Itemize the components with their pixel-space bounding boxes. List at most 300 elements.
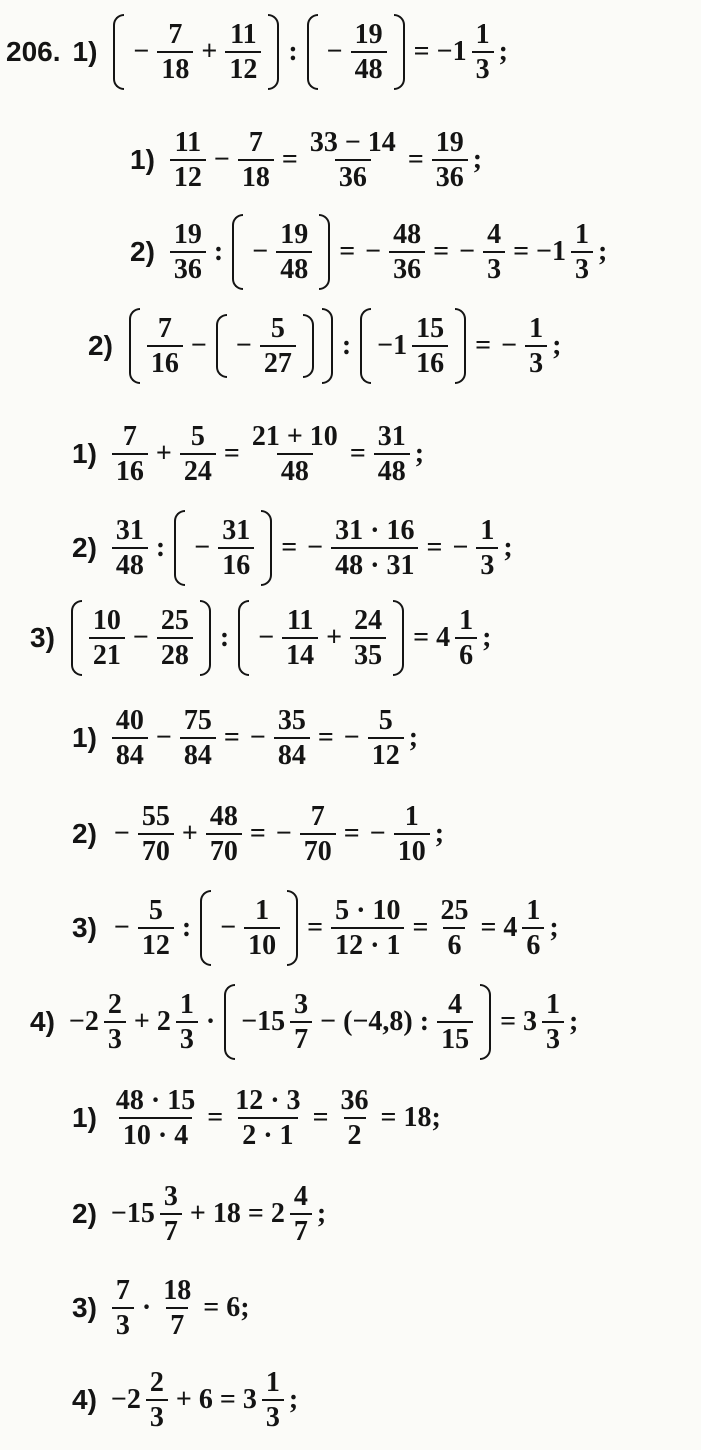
denominator: 3 [472, 51, 494, 84]
math-text: 6; [226, 1292, 250, 1324]
operator: = [349, 438, 366, 470]
denominator: 16 [112, 453, 148, 486]
math-text: −2 [110, 1384, 141, 1416]
step-label: 1) [72, 36, 98, 67]
denominator: 3 [476, 547, 498, 580]
step-label: 2) [72, 532, 97, 563]
operator: = [207, 1102, 224, 1134]
operator: · [205, 1006, 216, 1037]
operator: = [380, 1102, 397, 1134]
denominator: 12 [225, 51, 261, 84]
operator: = [219, 1384, 236, 1416]
fraction [350, 606, 386, 671]
numerator: 48 [209, 801, 238, 832]
denominator: 36 [432, 159, 468, 192]
denominator: 6 [443, 927, 465, 960]
step-label: 3) [72, 912, 97, 943]
numerator: 35 [277, 705, 306, 736]
math-text: 18; [403, 1102, 441, 1134]
fraction [300, 802, 336, 867]
numerator: 1 [459, 604, 474, 636]
operator: − [343, 722, 360, 754]
fraction [225, 20, 261, 85]
fraction [112, 1086, 199, 1151]
denominator: 16 [218, 547, 254, 580]
numerator: 25 [160, 604, 189, 636]
equation-line [30, 600, 493, 676]
operator: = [475, 330, 492, 361]
operator: − [459, 236, 476, 267]
operator: − [249, 722, 266, 754]
operator: = [426, 532, 443, 563]
equation-line [72, 706, 420, 771]
denominator: 36 [389, 251, 425, 284]
step-label: 3) [30, 622, 55, 653]
denominator: 70 [300, 833, 336, 866]
math-text: −1 [377, 330, 408, 361]
fraction [331, 896, 404, 961]
numerator: 19 [280, 218, 309, 250]
math-text: −1 [536, 236, 567, 267]
numerator: 7 [157, 312, 172, 344]
operator: − [194, 532, 211, 563]
math-text: −2 [68, 1006, 99, 1037]
right-paren [480, 984, 491, 1060]
denominator: 10 [244, 927, 280, 960]
fraction [274, 706, 310, 771]
left-paren [71, 600, 82, 676]
denominator: 70 [138, 833, 174, 866]
operator: = [281, 532, 298, 563]
fraction [218, 516, 254, 581]
exercise-number: 206. [6, 36, 61, 67]
numerator: 31 · 16 [335, 514, 415, 546]
operator: = [343, 818, 360, 850]
denominator: 12 · 1 [331, 927, 404, 960]
denominator: 15 [437, 1021, 473, 1054]
fraction [260, 314, 296, 379]
operator: + [181, 818, 198, 850]
denominator: 2 [344, 1117, 366, 1150]
numerator: 1 [575, 218, 590, 250]
denominator: 35 [350, 637, 386, 670]
operator: = [249, 818, 266, 850]
numerator: 1 [404, 801, 419, 832]
math-text: ; [552, 330, 562, 361]
numerator: 5 · 10 [335, 894, 401, 926]
math-text: 3 [242, 1384, 257, 1416]
fraction [571, 220, 593, 285]
numerator: 19 [435, 127, 464, 158]
operator: = [312, 1102, 329, 1134]
numerator: 40 [115, 705, 144, 736]
operator: − [252, 236, 269, 267]
denominator: 10 [394, 833, 430, 866]
denominator: 3 [542, 1021, 564, 1054]
numerator: 21 + 10 [251, 421, 338, 452]
numerator: 1 [526, 894, 541, 926]
operator: = [203, 1292, 220, 1324]
denominator: 27 [260, 345, 296, 378]
step-label: 2) [72, 818, 97, 850]
denominator: 28 [157, 637, 193, 670]
fraction [160, 1182, 182, 1247]
numerator: 7 [122, 421, 137, 452]
math-text: ; [434, 818, 445, 850]
denominator: 48 [276, 251, 312, 284]
numerator: 1 [529, 312, 544, 344]
denominator: 12 [368, 737, 404, 770]
right-paren [268, 14, 279, 90]
fraction [351, 20, 387, 85]
operator: − [320, 1006, 337, 1037]
fraction [180, 706, 216, 771]
denominator: 36 [335, 159, 371, 192]
denominator: 16 [147, 345, 183, 378]
math-text: ; [598, 236, 608, 267]
numerator: 1 [179, 988, 194, 1020]
operator: − [220, 912, 237, 943]
operator: − [113, 818, 130, 850]
fraction [147, 314, 183, 379]
denominator: 84 [274, 737, 310, 770]
step-label: 1) [72, 722, 97, 754]
fraction [412, 314, 448, 379]
denominator: 7 [160, 1213, 182, 1246]
numerator: 48 [393, 218, 422, 250]
denominator: 18 [238, 159, 274, 192]
fraction [374, 422, 410, 487]
numerator: 1 [255, 894, 270, 926]
fraction [146, 1368, 168, 1433]
operator: + [326, 622, 343, 653]
left-paren [360, 308, 371, 384]
denominator: 3 [112, 1307, 134, 1340]
left-paren [174, 510, 185, 586]
operator: − [501, 330, 518, 361]
operator: − [307, 532, 324, 563]
fraction [138, 896, 174, 961]
equation-line [72, 890, 561, 966]
numerator: 11 [230, 18, 257, 50]
math-text: −1 [436, 36, 467, 67]
fraction [368, 706, 404, 771]
left-paren [113, 14, 124, 90]
numerator: 2 [107, 988, 122, 1020]
operator: + [189, 1198, 206, 1230]
math-text: 6 [198, 1384, 213, 1416]
left-paren [129, 308, 140, 384]
fraction [290, 990, 312, 1055]
operator: : [419, 1006, 430, 1037]
numerator: 3 [294, 988, 309, 1020]
left-paren [232, 214, 243, 290]
operator: + [155, 438, 172, 470]
equation-line [72, 802, 446, 867]
fraction [180, 422, 216, 487]
operator: − [113, 912, 130, 943]
step-label: 4) [72, 1384, 97, 1416]
fraction [476, 516, 498, 581]
fraction [157, 20, 193, 85]
math-text: ; [503, 532, 513, 563]
numerator: 11 [174, 127, 202, 158]
operator: : [219, 622, 230, 653]
step-label: 2) [88, 330, 113, 361]
math-text: ; [472, 144, 483, 176]
math-text: ; [316, 1198, 327, 1230]
denominator: 84 [180, 737, 216, 770]
step-label: 1) [130, 144, 155, 176]
denominator: 48 [374, 453, 410, 486]
right-paren [303, 314, 314, 378]
operator: = [281, 144, 298, 176]
math-text: 2 [156, 1006, 171, 1037]
fraction [231, 1086, 304, 1151]
fraction [525, 314, 547, 379]
fraction [337, 1086, 373, 1151]
step-label: 2) [72, 1198, 97, 1230]
right-paren [455, 308, 466, 384]
fraction [112, 706, 148, 771]
math-text: 18 [212, 1198, 241, 1230]
right-paren [319, 214, 330, 290]
fraction [104, 990, 126, 1055]
fraction [306, 128, 400, 193]
denominator: 6 [455, 637, 477, 670]
numerator: 15 [416, 312, 445, 344]
fraction [176, 990, 198, 1055]
math-text: ; [498, 36, 508, 67]
fraction [290, 1182, 312, 1247]
fraction [389, 220, 425, 285]
fraction [159, 1276, 195, 1341]
denominator: 7 [290, 1213, 312, 1246]
operator: = [223, 722, 240, 754]
denominator: 3 [525, 345, 547, 378]
fraction [248, 422, 342, 487]
denominator: 3 [104, 1021, 126, 1054]
numerator: 33 − 14 [309, 127, 396, 158]
fraction [89, 606, 125, 671]
operator: : [341, 330, 352, 361]
operator: = [307, 912, 324, 943]
operator: · [141, 1292, 152, 1324]
step-label: 2) [130, 236, 155, 267]
operator: = [513, 236, 530, 267]
math-text: 4 [503, 912, 518, 943]
math-text: (−4,8) [343, 1006, 413, 1037]
math-text: ; [569, 1006, 579, 1037]
numerator: 19 [354, 18, 383, 50]
operator: + [133, 1006, 150, 1037]
operator: = [433, 236, 450, 267]
equation-line [72, 422, 426, 487]
step-label: 4) [30, 1006, 55, 1037]
operator: = [413, 36, 430, 67]
numerator: 75 [183, 705, 212, 736]
denominator: 48 [351, 51, 387, 84]
denominator: 6 [522, 927, 544, 960]
operator: − [213, 144, 230, 176]
math-text: ; [414, 438, 425, 470]
equation-line [72, 1276, 252, 1341]
denominator: 3 [262, 1399, 284, 1432]
math-text: ; [482, 622, 492, 653]
math-text: 4 [436, 622, 451, 653]
fraction [244, 896, 280, 961]
left-paren [238, 600, 249, 676]
operator: = [317, 722, 334, 754]
operator: = [407, 144, 424, 176]
operator: − [365, 236, 382, 267]
equation-line [72, 510, 515, 586]
equation-line [72, 1368, 300, 1433]
left-paren [216, 314, 227, 378]
denominator: 48 [277, 453, 313, 486]
operator: − [132, 622, 149, 653]
denominator: 16 [412, 345, 448, 378]
numerator: 10 [92, 604, 121, 636]
right-paren [287, 890, 298, 966]
operator: − [275, 818, 292, 850]
fraction [157, 606, 193, 671]
numerator: 5 [270, 312, 285, 344]
left-paren [307, 14, 318, 90]
equation-line [88, 308, 563, 384]
operator: − [326, 36, 343, 67]
step-label: 3) [72, 1292, 97, 1324]
fraction [170, 128, 206, 193]
denominator: 10 · 4 [119, 1117, 192, 1150]
equation-line [72, 1086, 443, 1151]
denominator: 7 [166, 1307, 188, 1340]
denominator: 24 [180, 453, 216, 486]
denominator: 3 [571, 251, 593, 284]
fraction [436, 896, 472, 961]
math-text: 2 [270, 1198, 285, 1230]
denominator: 18 [157, 51, 193, 84]
right-paren [322, 308, 333, 384]
math-text: −15 [110, 1198, 155, 1230]
fraction [112, 422, 148, 487]
denominator: 70 [206, 833, 242, 866]
step-label: 1) [72, 1102, 97, 1134]
numerator: 48 · 15 [115, 1085, 196, 1116]
operator: : [288, 36, 298, 67]
right-paren [200, 600, 211, 676]
operator: : [181, 912, 192, 943]
left-paren [224, 984, 235, 1060]
operator: − [190, 330, 207, 361]
numerator: 11 [286, 604, 314, 636]
operator: = [339, 236, 356, 267]
operator: − [452, 532, 469, 563]
operator: = [480, 912, 497, 943]
numerator: 5 [148, 894, 163, 926]
numerator: 31 [377, 421, 406, 452]
fraction [262, 1368, 284, 1433]
math-text: −15 [241, 1006, 286, 1037]
numerator: 2 [149, 1367, 164, 1398]
fraction [282, 606, 318, 671]
operator: = [500, 1006, 517, 1037]
fraction [331, 516, 418, 581]
numerator: 25 [440, 894, 469, 926]
right-paren [393, 600, 404, 676]
operator: − [235, 330, 252, 361]
operator: : [213, 236, 224, 267]
denominator: 48 [112, 547, 148, 580]
numerator: 19 [173, 218, 202, 250]
operator: + [175, 1384, 192, 1416]
denominator: 7 [290, 1021, 312, 1054]
denominator: 3 [483, 251, 505, 284]
operator: − [133, 36, 150, 67]
denominator: 12 [170, 159, 206, 192]
numerator: 1 [475, 18, 490, 50]
fraction [437, 990, 473, 1055]
numerator: 5 [190, 421, 205, 452]
denominator: 3 [176, 1021, 198, 1054]
fraction [112, 1276, 134, 1341]
operator: = [247, 1198, 264, 1230]
numerator: 24 [354, 604, 383, 636]
fraction [276, 220, 312, 285]
operator: = [223, 438, 240, 470]
numerator: 36 [340, 1085, 369, 1116]
denominator: 48 · 31 [331, 547, 418, 580]
math-text: 3 [523, 1006, 538, 1037]
fraction [112, 516, 148, 581]
operator: + [201, 36, 218, 67]
operator: − [155, 722, 172, 754]
numerator: 7 [115, 1275, 130, 1306]
fraction [238, 128, 274, 193]
numerator: 7 [310, 801, 325, 832]
equation-line [72, 1182, 328, 1247]
fraction [472, 20, 494, 85]
fraction [522, 896, 544, 961]
numerator: 18 [163, 1275, 192, 1306]
numerator: 55 [141, 801, 170, 832]
equation-line [30, 984, 580, 1060]
numerator: 3 [163, 1181, 178, 1212]
equation-line [6, 14, 510, 90]
numerator: 1 [480, 514, 495, 546]
math-text: ; [288, 1384, 299, 1416]
fraction [483, 220, 505, 285]
numerator: 5 [378, 705, 393, 736]
operator: − [258, 622, 275, 653]
math-text: ; [549, 912, 559, 943]
numerator: 4 [293, 1181, 308, 1212]
numerator: 4 [448, 988, 463, 1020]
numerator: 1 [265, 1367, 280, 1398]
numerator: 7 [248, 127, 263, 158]
numerator: 12 · 3 [235, 1085, 301, 1116]
fraction [455, 606, 477, 671]
fraction [138, 802, 174, 867]
step-label: 1) [72, 438, 97, 470]
right-paren [394, 14, 405, 90]
numerator: 4 [487, 218, 502, 250]
denominator: 2 · 1 [238, 1117, 297, 1150]
fraction [432, 128, 468, 193]
operator: : [155, 532, 166, 563]
denominator: 12 [138, 927, 174, 960]
equation-line [130, 128, 484, 193]
